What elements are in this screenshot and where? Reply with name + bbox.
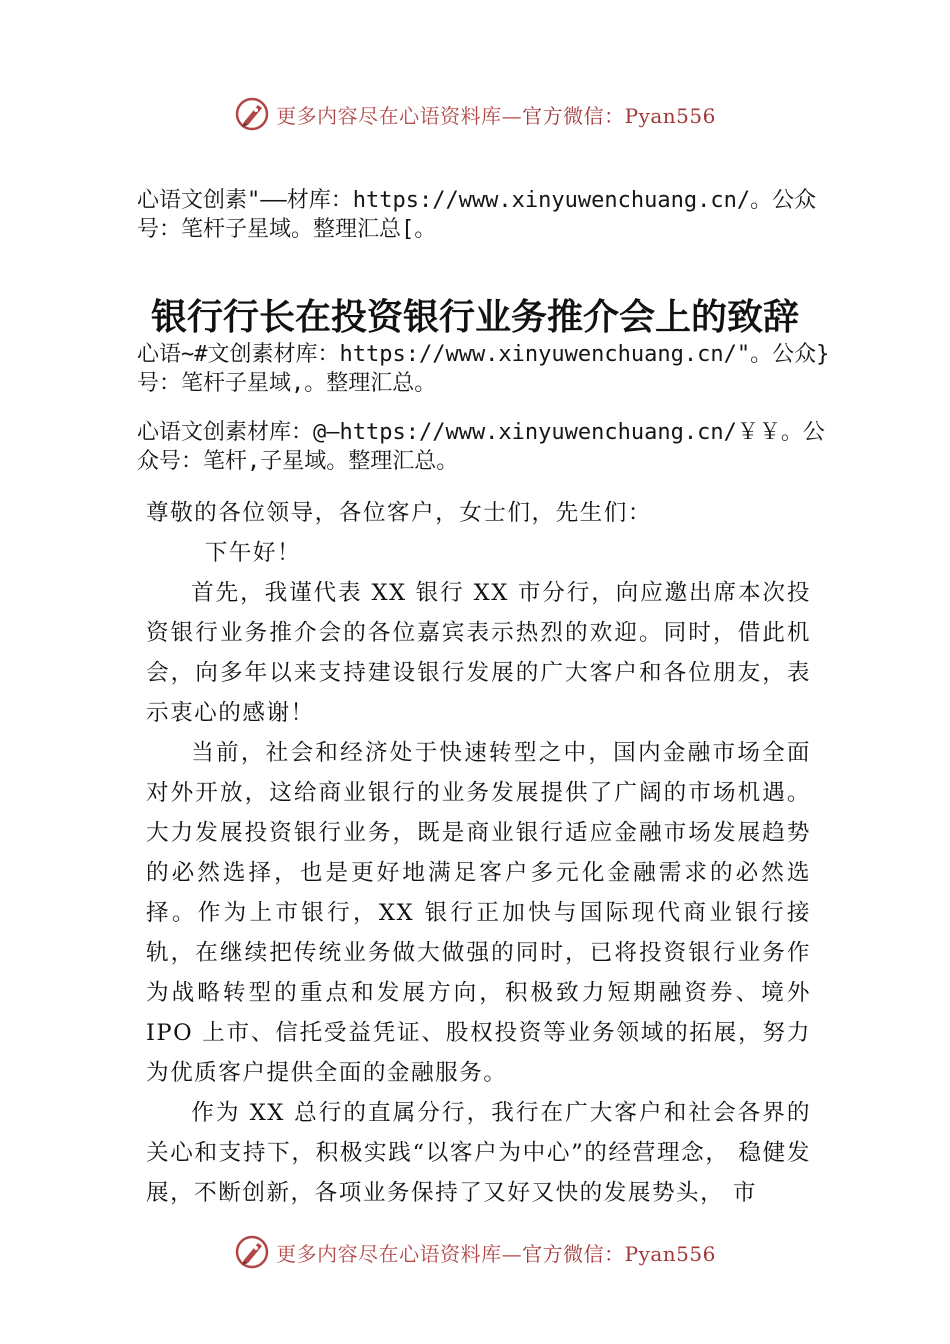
document-title: 银行行长在投资银行业务推介会上的致辞	[150, 296, 799, 338]
watermark-line-2: 心语~#文创素材库：https://www.xinyuwenchuang.cn/"。公众}号：笔杆子星域,。整理汇总。	[137, 342, 830, 396]
paragraph-2: 当前，社会和经济处于快速转型之中，国内金融市场全面对外开放，这给商业银行的业务发展提供了广阔的市场机遇。大力发展投资银行业务，既是商业银行适应金融市场发展趋势的必然选择，也是更好地满足客户多元化金融需求的必然选择。作为上市银行，XX 银行正加快与国际现代商业银行接轨，在继续把传统业务做大做强的同时，已将投资银行业务作为战略转型的重点和发展方向，积极致力短期融资券、境外 IPO 上市、信托受益凭证、股权投资等业务领域的拓展，努力为优质客户提供全面的金融服务。	[146, 740, 811, 1086]
header-banner-text: 更多内容尽在心语资料库—官方微信：Pyan556	[276, 103, 716, 128]
salutation: 尊敬的各位领导，各位客户，女士们，先生们：	[146, 500, 652, 526]
watermark-line-3: 心语文创素材库：@—https://www.xinyuwenchuang.cn/￥￥。公众号：笔杆,子星域。整理汇总。	[137, 420, 825, 474]
pen-logo-icon	[234, 1234, 270, 1270]
watermark-line-1: 心语文创素"——材库：https://www.xinyuwenchuang.cn/。公众号：笔杆子星域。整理汇总[。	[137, 188, 817, 242]
pen-logo-icon	[234, 96, 270, 132]
footer-banner	[0, 1232, 950, 1272]
paragraph-1: 首先，我谨代表 XX 银行 XX 市分行，向应邀出席本次投资银行业务推介会的各位嘉宾表示热烈的欢迎。同时，借此机会，向多年以来支持建设银行发展的广大客户和各位朋友，表示衷心的感谢！	[146, 580, 811, 726]
footer-banner-text: 更多内容尽在心语资料库—官方微信：Pyan556	[276, 1241, 716, 1266]
header-banner	[0, 94, 950, 134]
paragraph-3: 作为 XX 总行的直属分行，我行在广大客户和社会各界的关心和支持下，积极实践“以客户为中心”的经营理念， 稳健发展，不断创新，各项业务保持了又好又快的发展势头， 市	[146, 1100, 811, 1206]
greeting: 下午好！	[204, 540, 302, 566]
speech-body	[146, 493, 811, 1213]
